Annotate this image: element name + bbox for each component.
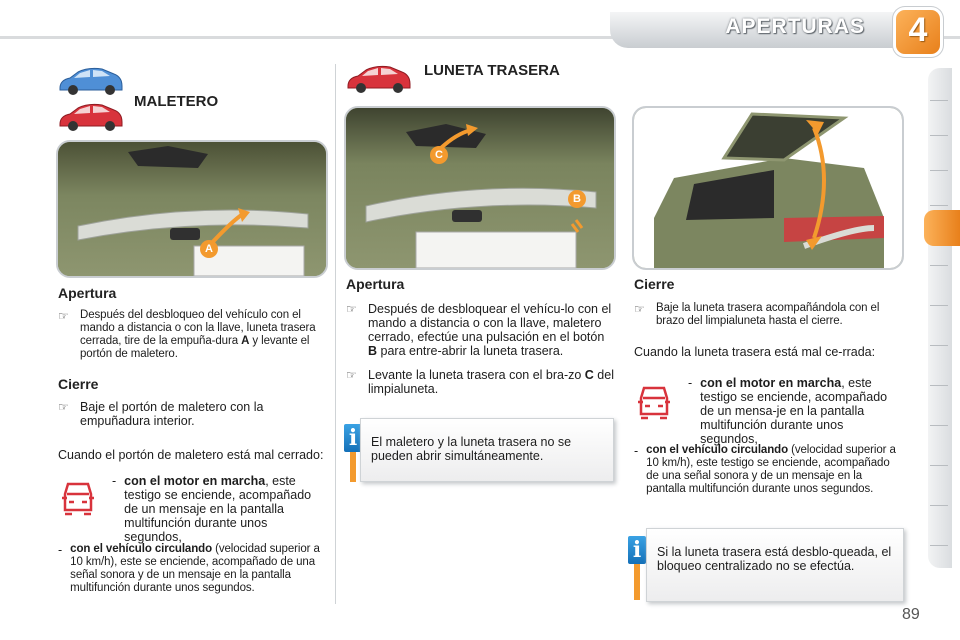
list-item-motor-right: - con el motor en marcha, este testigo se enciende, acompañado de un mensa-je en la pantalla multifunción durante unos segundos, <box>688 376 888 446</box>
bullet-cierre-right: ☞ Baje la luneta trasera acompañándola con el brazo del limpialuneta hasta el cierre. <box>634 302 880 327</box>
chapter-number: 4 <box>908 11 928 49</box>
bullet-apertura-middle-2: ☞ Levante la luneta trasera con el bra-zo C del limpialuneta. <box>346 368 614 396</box>
tailgate-photo <box>58 142 326 276</box>
list-item-motor-left: - con el motor en marcha, este testigo se enciende, acompañado de un mensaje en la pantalla multifunción durante unos segundos, <box>112 474 312 544</box>
info-icon: i <box>344 424 362 452</box>
photo-maletero <box>56 140 328 278</box>
hand-pointer-icon: ☞ <box>346 302 357 316</box>
info-icon: i <box>628 536 646 564</box>
tailgate-open-warning-icon <box>58 478 98 518</box>
car-red-icon <box>344 62 414 96</box>
tab-divider <box>930 345 948 346</box>
tab-divider <box>930 545 948 546</box>
info-accent-bar <box>350 452 356 482</box>
chapter-tab-active[interactable] <box>924 210 960 246</box>
list-item-circulando-right: - con el vehículo circulando (velocidad superior a 10 km/h), este testigo se enciende, acompañado de una señal sonora y de un mensaje en la pantalla multifunción durante unos segundos. <box>634 444 896 495</box>
heading-cierre-left: Cierre <box>58 376 99 392</box>
info-accent-bar <box>634 564 640 600</box>
car-red-icon <box>56 100 126 134</box>
open-rear-window-photo <box>634 108 902 268</box>
tab-divider <box>930 465 948 466</box>
page-number: 89 <box>902 606 920 623</box>
list-item-circulando-left: - con el vehículo circulando (velocidad superior a 10 km/h), este se enciende, acompañado de una señal sonora y de un mensaje en la pantalla multifunción durante unos segundos. <box>58 543 320 594</box>
tab-divider <box>930 265 948 266</box>
info-box-middle: El maletero y la luneta trasera no se pueden abrir simultáneamente. <box>360 418 614 482</box>
bullet-apertura-middle-1: ☞ Después de desbloquear el vehícu-lo con el mando a distancia o con la llave, maletero cerrado, efectúe una pulsación en el botón B para entre-abrir la luneta trasera. <box>346 302 612 358</box>
heading-apertura-middle: Apertura <box>346 276 405 292</box>
tab-divider <box>930 100 948 101</box>
tab-divider <box>930 170 948 171</box>
chapter-title: APERTURAS <box>725 15 865 38</box>
heading-apertura-left: Apertura <box>58 285 117 301</box>
tab-divider <box>930 425 948 426</box>
hand-pointer-icon: ☞ <box>634 302 645 316</box>
tab-divider <box>930 205 948 206</box>
info-box-right: Si la luneta trasera está desblo-queada, el bloqueo centralizado no se efectúa. <box>646 528 904 602</box>
bullet-apertura-left: ☞ Después del desbloqueo del vehículo con el mando a distancia o con la llave, luneta trasera cerrada, tire de la empuña-dura A y levante el portón de maletero. <box>58 309 316 360</box>
rear-window-photo <box>346 108 614 268</box>
text-mal-cerrado: Cuando el portón de maletero está mal cerrado: <box>58 448 324 462</box>
tab-divider <box>930 505 948 506</box>
tab-divider <box>930 135 948 136</box>
tab-divider <box>930 385 948 386</box>
rear-window-open-warning-icon <box>634 382 674 422</box>
photo-label-b: B <box>568 190 586 208</box>
hand-pointer-icon: ☞ <box>58 400 69 414</box>
photo-luneta-cierre <box>632 106 904 270</box>
hand-pointer-icon: ☞ <box>58 309 69 323</box>
chapter-tab-strip <box>928 68 952 568</box>
heading-cierre-right: Cierre <box>634 276 675 292</box>
hand-pointer-icon: ☞ <box>346 368 357 382</box>
photo-luneta-apertura <box>344 106 616 270</box>
photo-label-c: C <box>430 146 448 164</box>
section-title-luneta: LUNETA TRASERA <box>424 62 560 79</box>
column-divider <box>335 64 336 604</box>
bullet-cierre-left: ☞ Baje el portón de maletero con la empuñadura interior. <box>58 400 264 428</box>
photo-label-a: A <box>200 240 218 258</box>
text-mal-cerrada: Cuando la luneta trasera está mal ce-rrada: <box>634 345 876 359</box>
tab-divider <box>930 305 948 306</box>
car-blue-icon <box>56 64 126 98</box>
section-title-maletero: MALETERO <box>134 93 219 110</box>
